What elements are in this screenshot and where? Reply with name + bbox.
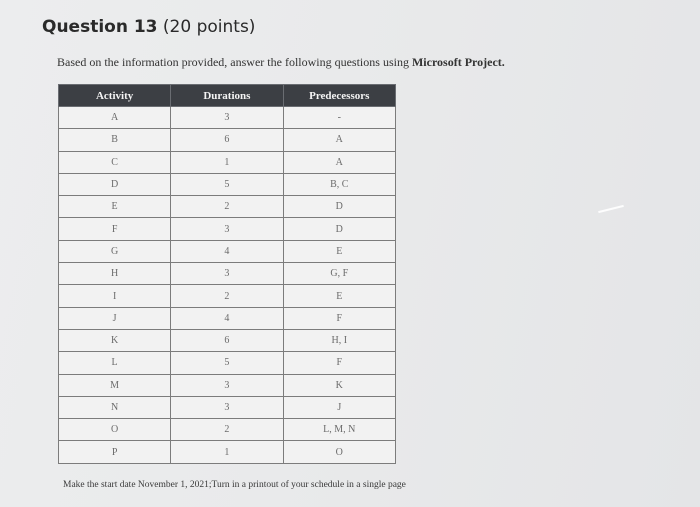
table-header-row: [59, 85, 396, 107]
duration-cell: 4: [171, 240, 283, 262]
duration-cell: 3: [171, 396, 283, 418]
activity-cell: I: [59, 285, 171, 307]
activity-cell: P: [59, 441, 171, 463]
predecessors-cell: K: [283, 374, 395, 396]
predecessors-cell: O: [283, 441, 395, 463]
table-row: [59, 263, 396, 285]
activity-cell: E: [59, 196, 171, 218]
table-body: [59, 107, 396, 464]
duration-cell: 3: [171, 374, 283, 396]
duration-cell: 6: [171, 329, 283, 351]
activity-cell: A: [59, 107, 171, 129]
table-row: [59, 240, 396, 262]
question-title: [42, 17, 255, 37]
instruction-body: Based on the information provided, answer the following questions using: [57, 55, 412, 69]
predecessors-cell: F: [283, 352, 395, 374]
activity-cell: J: [59, 307, 171, 329]
predecessors-cell: A: [283, 151, 395, 173]
duration-cell: 1: [171, 441, 283, 463]
table-row: [59, 329, 396, 351]
activity-cell: M: [59, 374, 171, 396]
duration-cell: 5: [171, 173, 283, 195]
duration-cell: 6: [171, 129, 283, 151]
predecessors-cell: G, F: [283, 263, 395, 285]
table-row: [59, 129, 396, 151]
table-row: [59, 151, 396, 173]
predecessors-cell: L, M, N: [283, 419, 395, 441]
predecessors-cell: J: [283, 396, 395, 418]
table-row: [59, 173, 396, 195]
activity-cell: N: [59, 396, 171, 418]
instruction-emphasis: Microsoft Project.: [411, 55, 505, 69]
footer-instruction: Make the start date November 1, 2021;Turn in a printout of your schedule in a single page: [63, 480, 406, 490]
duration-cell: 2: [171, 196, 283, 218]
activity-cell: K: [59, 329, 171, 351]
activity-cell: C: [59, 151, 171, 173]
predecessors-cell: A: [283, 129, 395, 151]
duration-cell: 5: [171, 352, 283, 374]
predecessors-cell: B, C: [283, 173, 395, 195]
predecessors-cell: E: [283, 285, 395, 307]
predecessors-cell: H, I: [283, 329, 395, 351]
table-row: [59, 196, 396, 218]
table-row: [59, 218, 396, 240]
duration-cell: 2: [171, 419, 283, 441]
activity-cell: D: [59, 173, 171, 195]
screen-glare: [598, 205, 624, 213]
predecessors-cell: E: [283, 240, 395, 262]
table-row: [59, 285, 396, 307]
activity-cell: G: [59, 240, 171, 262]
activity-table: [58, 84, 396, 464]
table-row: [59, 419, 396, 441]
table-row: [59, 441, 396, 463]
header-predecessors: Predecessors: [283, 85, 395, 107]
activity-cell: O: [59, 419, 171, 441]
activity-cell: H: [59, 263, 171, 285]
activity-cell: L: [59, 352, 171, 374]
table-row: [59, 396, 396, 418]
question-number: Question 13: [42, 17, 158, 37]
header-durations: Durations: [171, 85, 283, 107]
duration-cell: 4: [171, 307, 283, 329]
duration-cell: 1: [171, 151, 283, 173]
duration-cell: 3: [171, 218, 283, 240]
header-activity: Activity: [59, 85, 171, 107]
question-points: (20 points): [162, 17, 256, 37]
predecessors-cell: D: [283, 218, 395, 240]
activity-cell: F: [59, 218, 171, 240]
activity-cell: B: [59, 129, 171, 151]
table-row: [59, 374, 396, 396]
instruction-text: [57, 55, 505, 70]
table-row: [59, 107, 396, 129]
duration-cell: 2: [171, 285, 283, 307]
duration-cell: 3: [171, 107, 283, 129]
duration-cell: 3: [171, 263, 283, 285]
table-row: [59, 352, 396, 374]
predecessors-cell: -: [283, 107, 395, 129]
predecessors-cell: D: [283, 196, 395, 218]
predecessors-cell: F: [283, 307, 395, 329]
table-row: [59, 307, 396, 329]
